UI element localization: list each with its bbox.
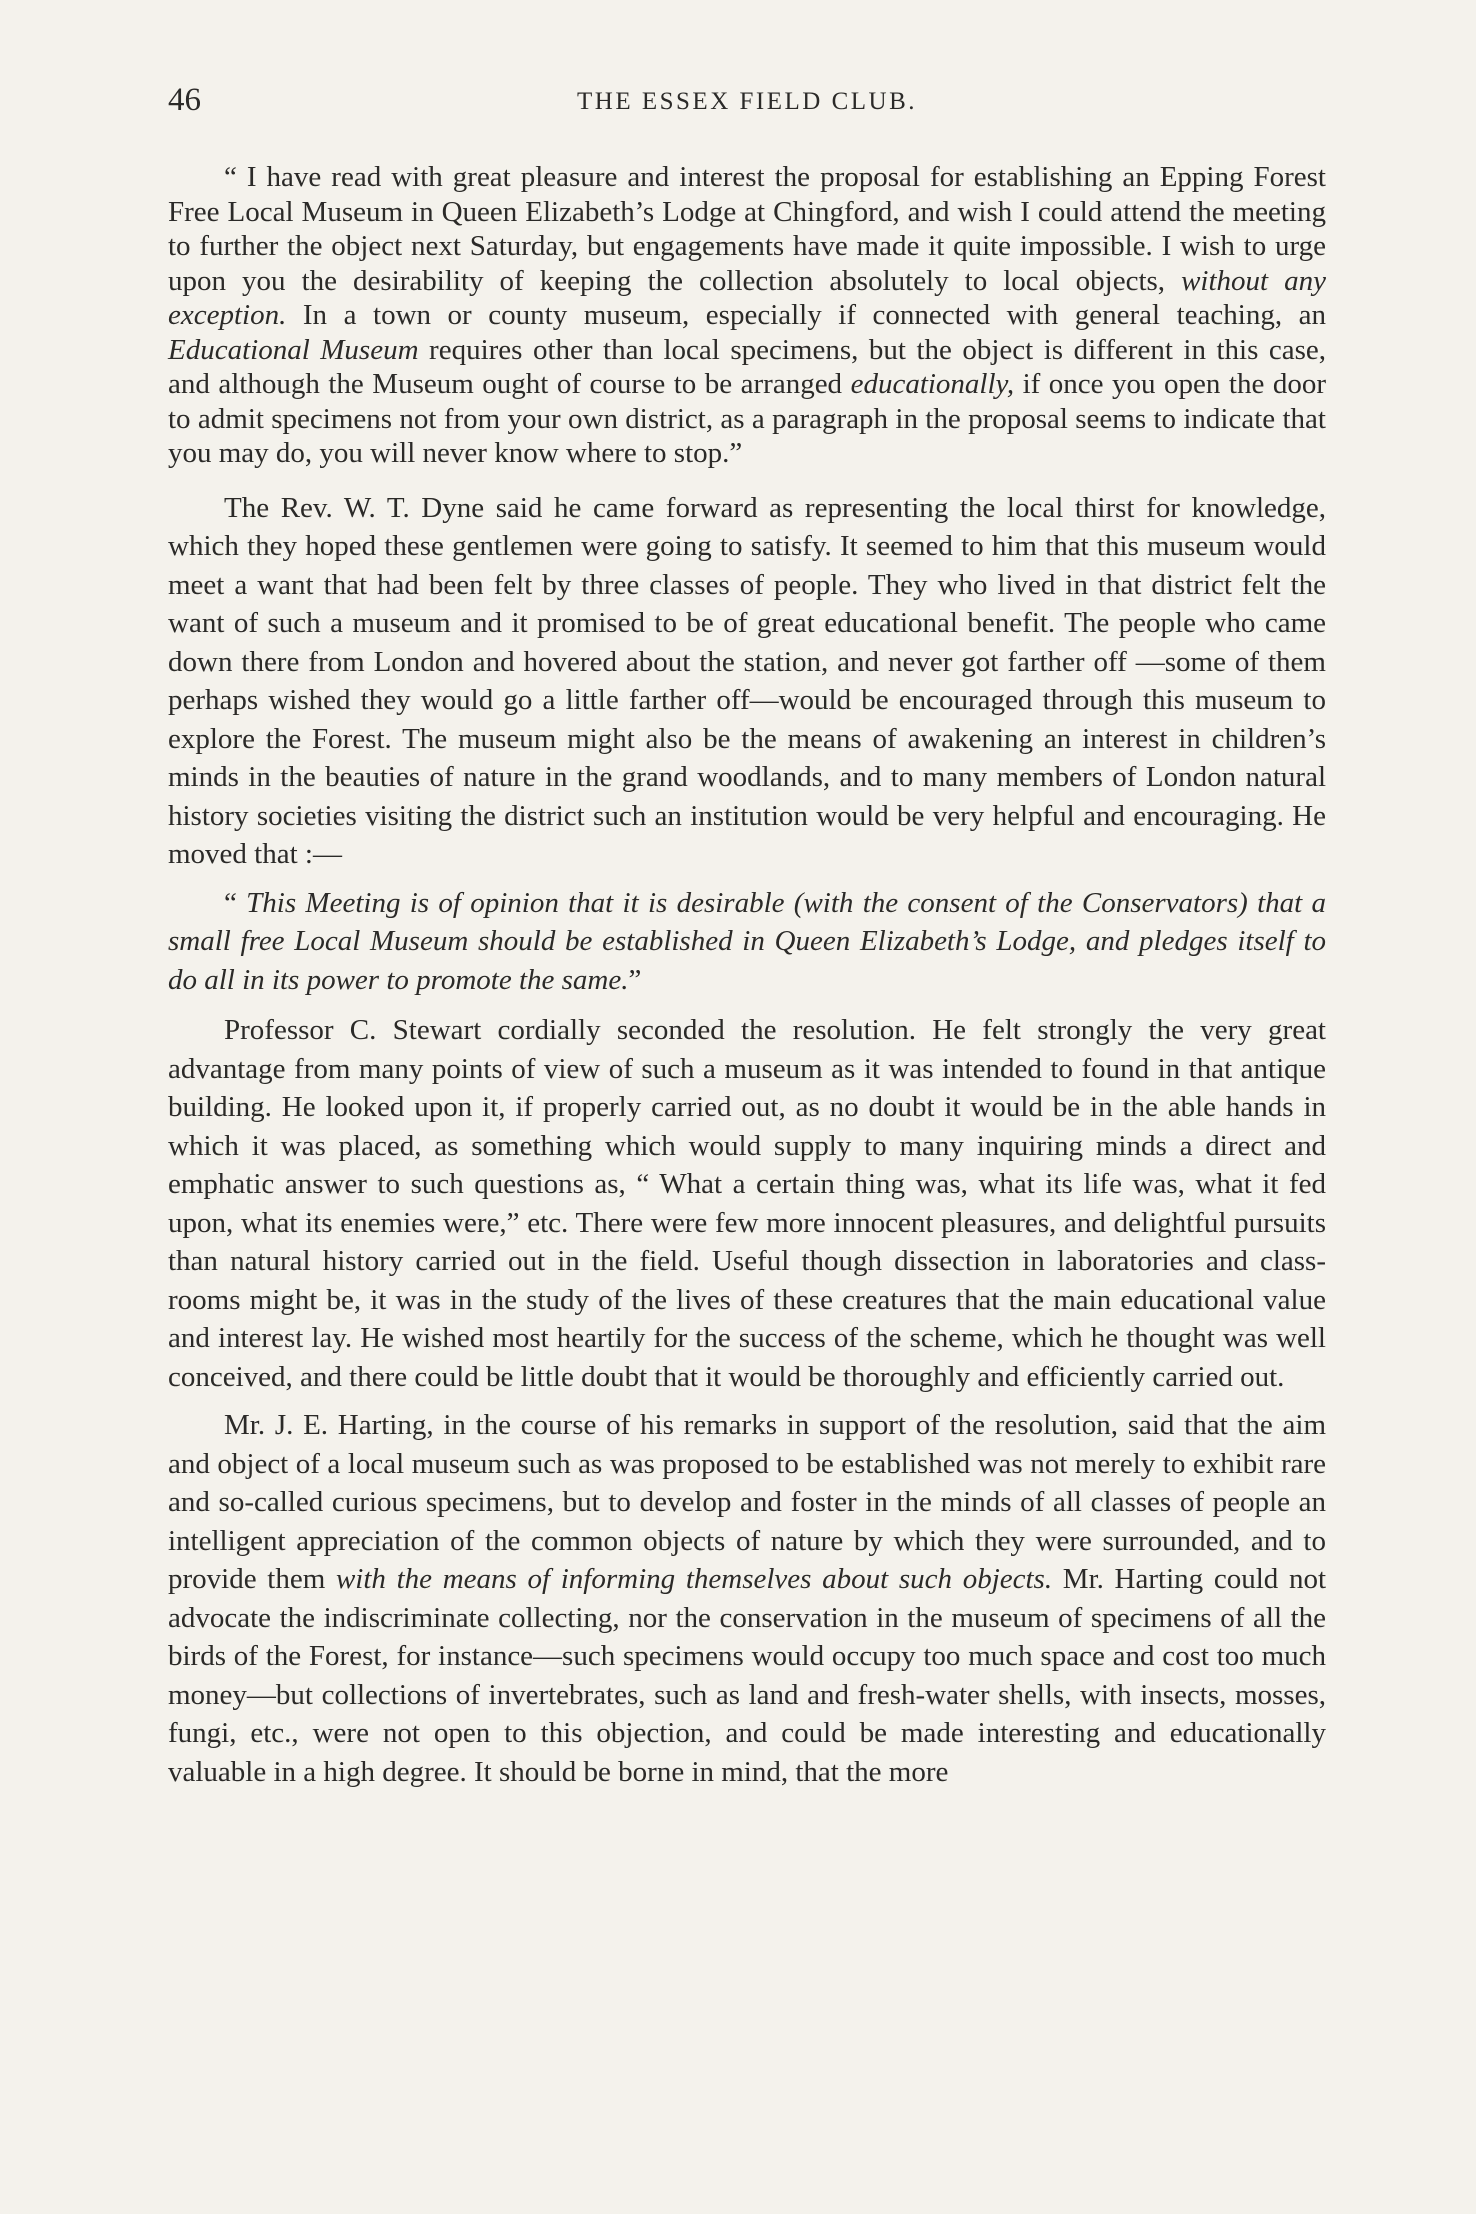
running-title: THE ESSEX FIELD CLUB.: [577, 88, 917, 115]
italic-text-run: without any exception.: [168, 264, 1326, 331]
open-quote: “: [224, 886, 247, 919]
close-quote: ”: [628, 963, 642, 996]
text-run: In a town or county museum, especially if connected with general teaching, an: [286, 299, 1326, 331]
text-run: requires other than local specimens, but the object is different in this case, and although the Museum ought of course to be arranged: [168, 333, 1327, 400]
text-run: if once you open the door to admit specimens not from your own district, as a paragraph in the proposal seems to indicate that you may do, you will never know where to stop.”: [168, 368, 1327, 469]
page-number: 46: [168, 82, 201, 118]
resolution-text: This Meeting is of opinion that it is desirable (with the consent of the Conservators) that a small free Local Museum should be established in Queen Elizabeth’s Lodge, and pledges itself to do all in its power to promote the same.: [168, 886, 1327, 996]
letter-quote-paragraph: [168, 160, 1326, 471]
harting-paragraph: [168, 1406, 1326, 1791]
text-run: Mr. J. E. Harting, in the course of his remarks in support of the resolution, said that the aim and object of a local museum such as was proposed to be established was not merely to exhibit rare and so-called curious specimens, but to develop and foster in the minds of all classes of people an intelligent appreciation of the common objects of nature by which they were surrounded, and to provide them: [168, 1409, 1326, 1595]
text-run: Mr. Harting could not advocate the indiscriminate collecting, nor the conservation in the museum of specimens of all the birds of the Forest, for instance—such specimens would occupy too much space and cost too much money—but collections of invertebrates, such as land and fresh-water shells, with insects, mosses, fungi, etc., were not open to this objection, and could be made interesting and educationally valuable in a high degree. It should be borne in mind, that the more: [168, 1563, 1326, 1788]
italic-text-run: with the means of informing themselves about such objects.: [335, 1563, 1053, 1595]
running-head: [168, 82, 1326, 138]
italic-text-run: educationally,: [850, 368, 1015, 400]
italic-text-run: Educational Museum: [168, 333, 419, 366]
stewart-paragraph: Professor C. Stewart cordially seconded the resolution. He felt strongly the very great advantage from many points of view of such a museum as it was intended to found in that antique building. He looked upon it, if properly carried out, as no doubt it would be in the able hands in which it was placed, as something which would supply to many inquiring minds a direct and emphatic answer to such questions as, “ What a certain thing was, what its life was, what it fed upon, what its enemies were,” etc. There were few more innocent pleasures, and delightful pursuits than natural history carried out in the field. Useful though dissection in laboratories and class-rooms might be, it was in the study of the lives of these creatures that the main educational value and interest lay. He wished most heartily for the success of the scheme, which he thought was well conceived, and there could be little doubt that it would be thoroughly and efficiently carried out.: [168, 1014, 1326, 1393]
dyne-paragraph: The Rev. W. T. Dyne said he came forward as representing the local thirst for knowledge, which they hoped these gentlemen were going to satisfy. It seemed to him that this museum would meet a want that had been felt by three classes of people. They who lived in that district felt the want of such a museum and it promised to be of great educational benefit. The people who came down there from London and hovered about the station, and never got farther off —some of them perhaps wished they would go a little farther off—would be encouraged through this museum to explore the Forest. The museum might also be the means of awakening an interest in children’s minds in the beauties of nature in the grand woodlands, and to many members of London natural history societies visiting the district such an institution would be very helpful and encouraging. He moved that :—: [168, 491, 1326, 870]
resolution-paragraph: [168, 884, 1326, 1000]
text-run: “ I have read with great pleasure and interest the proposal for establishing an Epping Forest Free Local Museum in Queen Elizabeth’s Lodge at Chingford, and wish I could attend the meeting to further the object next Saturday, but engagements have made it quite impossible. I wish to urge upon you the desirability of keeping the collection absolutely to local objects,: [168, 161, 1326, 297]
